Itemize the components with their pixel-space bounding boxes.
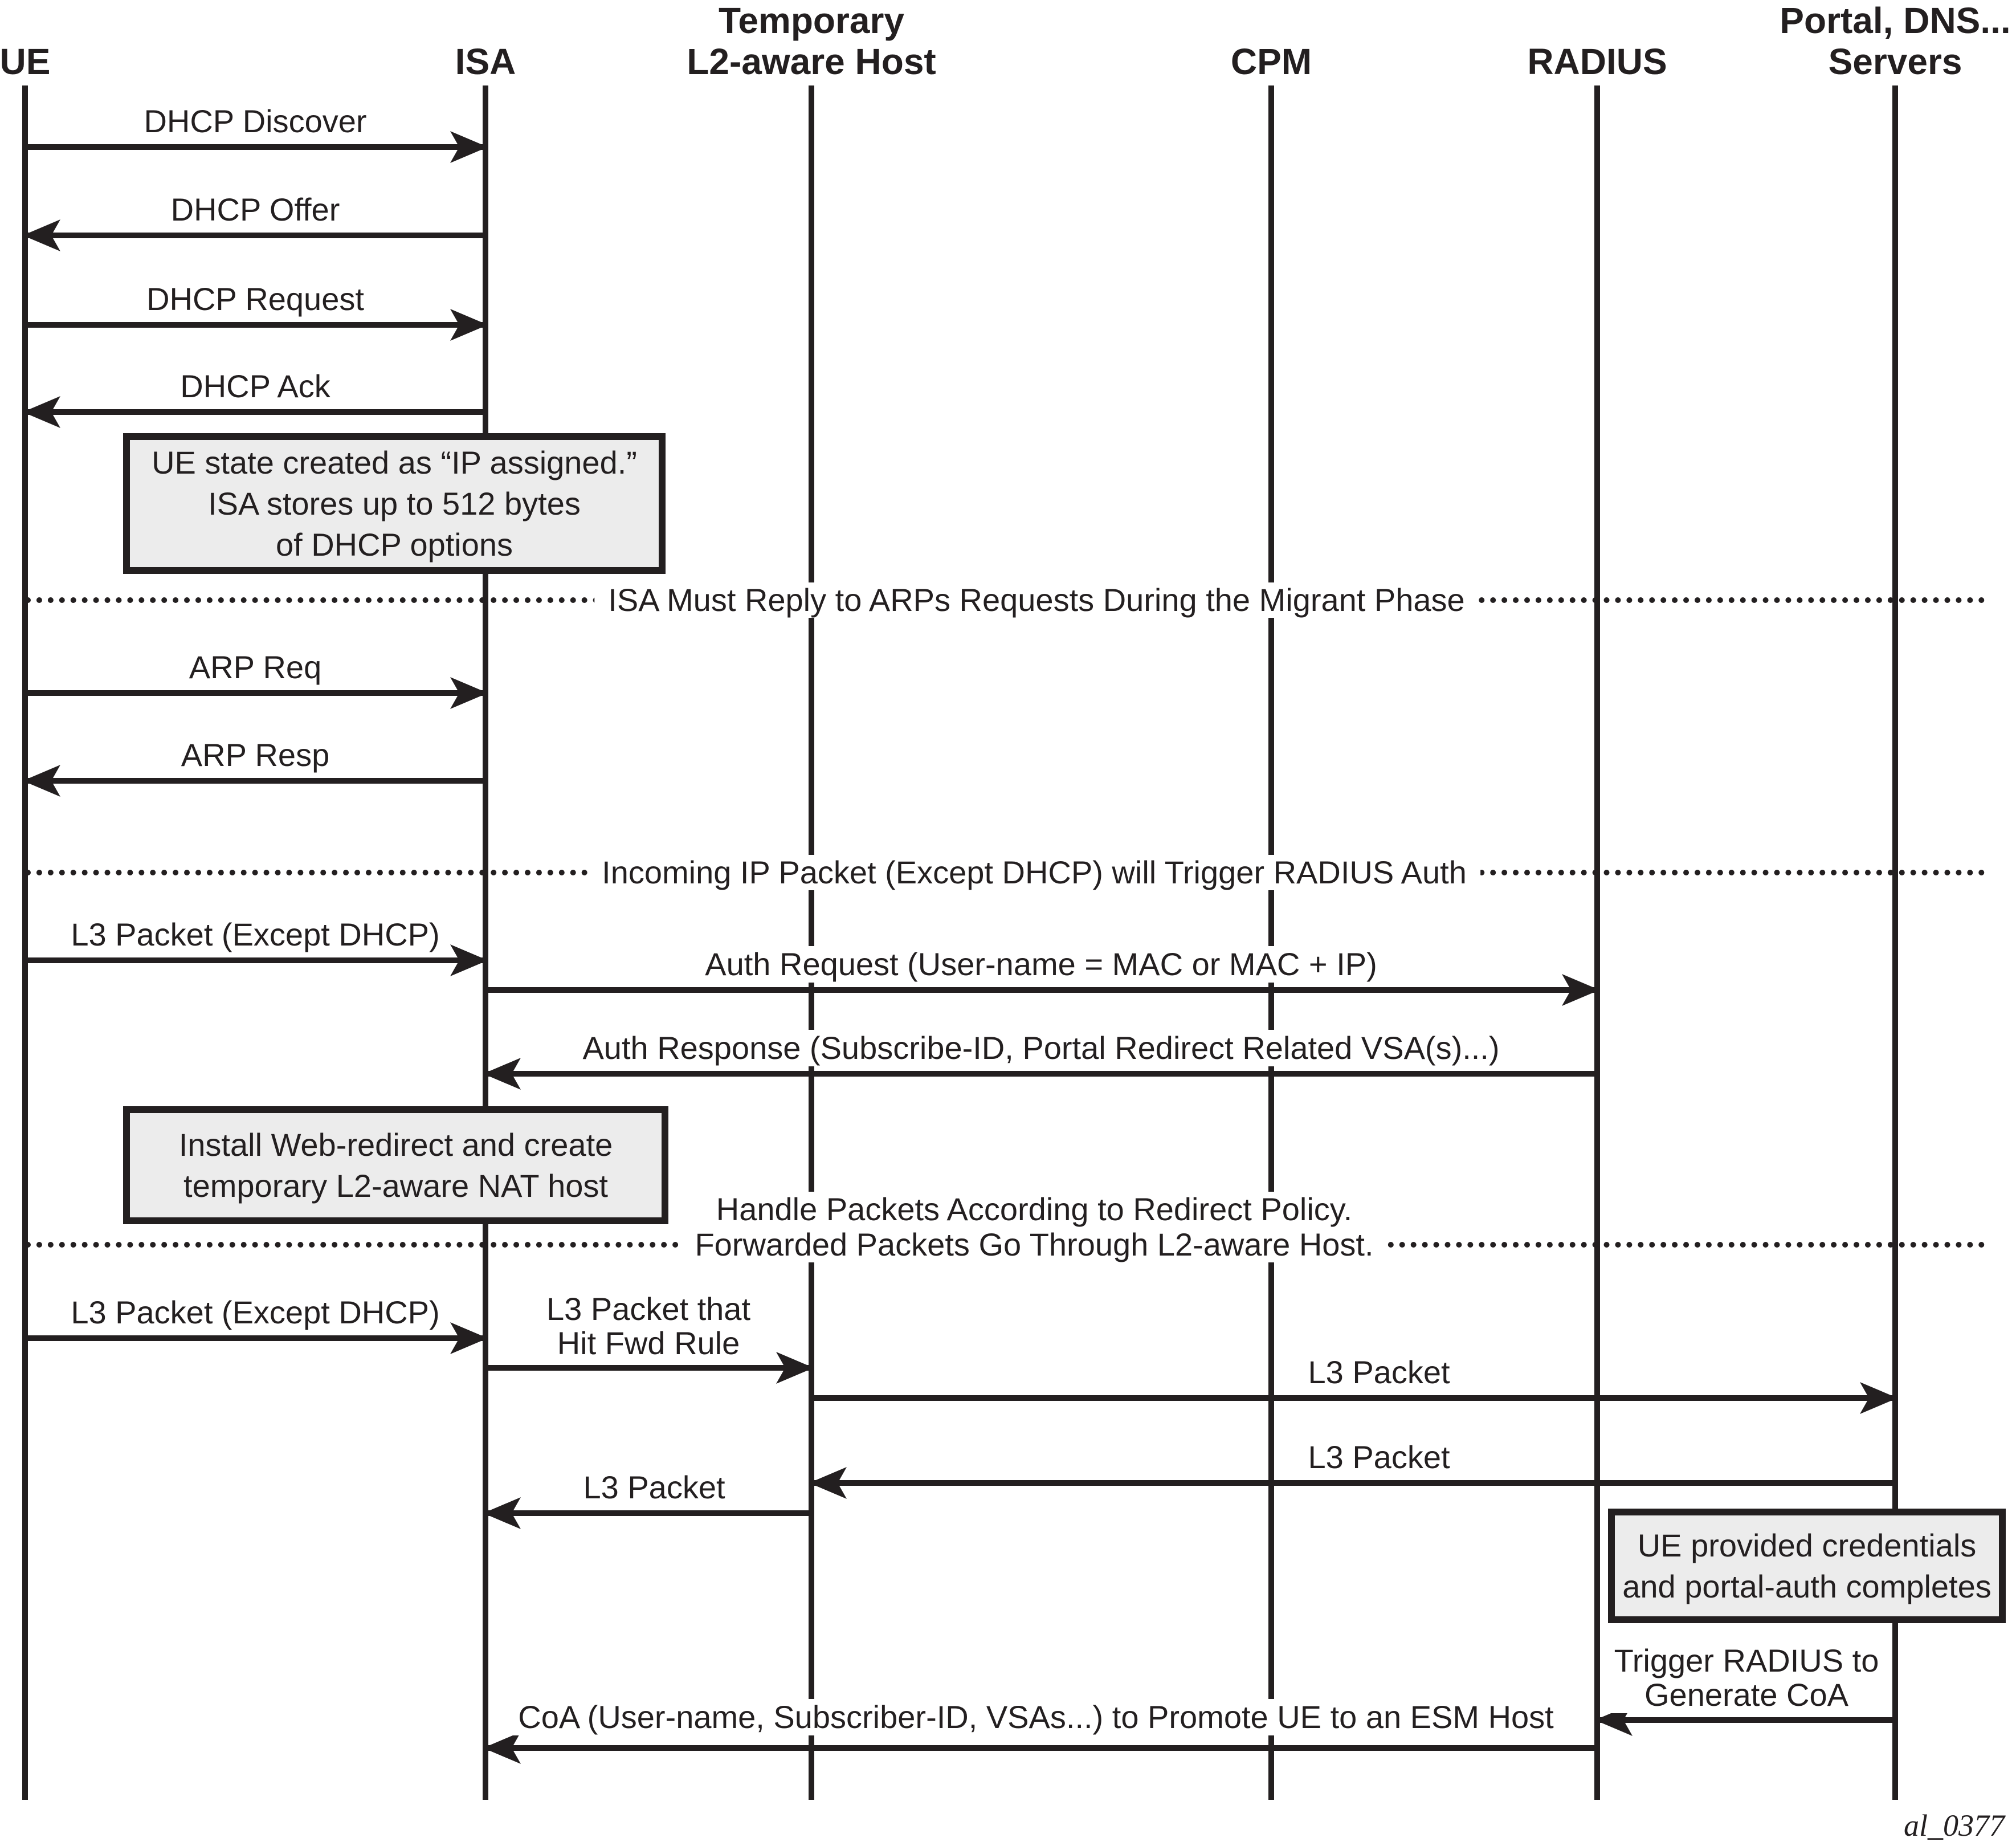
message-label-line: Hit Fwd Rule xyxy=(557,1325,740,1361)
message-label-line: DHCP Request xyxy=(146,281,364,317)
message-line xyxy=(485,1745,1597,1751)
message-line xyxy=(811,1480,1895,1486)
message-label-line: L3 Packet xyxy=(583,1469,725,1505)
message-label-line: L3 Packet (Except DHCP) xyxy=(71,1294,440,1330)
message-line xyxy=(25,778,485,784)
message-line xyxy=(25,409,485,415)
message-line xyxy=(25,1335,485,1341)
message-label xyxy=(537,1291,760,1362)
message-label xyxy=(62,1294,448,1331)
separator-label-line: Handle Packets According to Redirect Policy. xyxy=(716,1191,1353,1227)
figure-id-label: al_0377 xyxy=(1903,1808,2005,1843)
message-label-line: L3 Packet xyxy=(1308,1354,1450,1390)
message-label xyxy=(180,649,330,686)
message-label xyxy=(574,1469,734,1506)
lifeline-l2host xyxy=(809,85,814,1800)
actor-label-line: Temporary xyxy=(718,0,905,41)
message-label xyxy=(171,368,339,405)
message-label xyxy=(696,946,1386,983)
message-line xyxy=(25,322,485,328)
note-box xyxy=(1608,1509,2006,1623)
actor-label-line: ISA xyxy=(455,41,516,82)
actor-header-l2host xyxy=(687,0,936,82)
message-label-line: Trigger RADIUS to xyxy=(1614,1643,1879,1678)
lifeline-isa xyxy=(483,85,488,1800)
note-line: UE provided credentials xyxy=(1637,1527,1977,1563)
message-label-line: L3 Packet xyxy=(1308,1439,1450,1475)
message-label-line: CoA (User-name, Subscriber-ID, VSAs...) to Promote UE to an ESM Host xyxy=(518,1699,1554,1735)
actor-label-line: Portal, DNS... xyxy=(1780,0,2011,41)
message-label-line: DHCP Ack xyxy=(180,368,330,404)
message-line xyxy=(25,233,485,238)
message-label-line: Auth Response (Subscribe-ID, Portal Redirect Related VSA(s)...) xyxy=(582,1030,1500,1066)
message-label xyxy=(62,916,448,953)
actor-label-line: L2-aware Host xyxy=(687,41,936,82)
message-line xyxy=(485,1365,811,1371)
message-line xyxy=(1597,1717,1895,1723)
message-label xyxy=(162,191,349,228)
message-label xyxy=(509,1699,1562,1735)
message-line xyxy=(485,1510,811,1516)
note-line: UE state created as “IP assigned.” xyxy=(152,444,637,480)
separator-label-line: Incoming IP Packet (Except DHCP) will Trigger RADIUS Auth xyxy=(602,854,1467,890)
separator-label xyxy=(681,1192,1387,1262)
actor-label-line: Servers xyxy=(1828,41,1962,82)
note-box xyxy=(123,1106,668,1224)
message-label-line: ARP Resp xyxy=(181,737,330,773)
note-line: and portal-auth completes xyxy=(1622,1568,1991,1604)
message-line xyxy=(485,1071,1597,1077)
separator-label xyxy=(594,582,1478,618)
message-label xyxy=(573,1030,1508,1066)
message-line xyxy=(811,1395,1895,1401)
message-label-line: ARP Req xyxy=(189,649,322,685)
actor-header-isa xyxy=(455,0,516,82)
actor-header-cpm xyxy=(1231,0,1312,82)
message-label xyxy=(1299,1354,1459,1391)
actor-label-line: RADIUS xyxy=(1527,41,1667,82)
lifeline-ue xyxy=(22,85,28,1800)
message-label-line: Generate CoA xyxy=(1644,1677,1848,1713)
actor-label-line: CPM xyxy=(1230,41,1312,82)
actor-header-portal xyxy=(1780,0,2010,82)
message-line xyxy=(25,957,485,963)
note-line: ISA stores up to 512 bytes xyxy=(208,485,581,521)
actor-header-radius xyxy=(1527,0,1667,82)
separator-label-line: Forwarded Packets Go Through L2-aware Host. xyxy=(695,1226,1374,1262)
actor-label-line: UE xyxy=(0,41,51,82)
note-line: temporary L2-aware NAT host xyxy=(183,1167,608,1204)
note-box xyxy=(123,433,666,574)
message-label xyxy=(1605,1643,1888,1713)
message-label xyxy=(137,281,373,317)
message-label-line: DHCP Offer xyxy=(170,191,340,227)
message-line xyxy=(25,690,485,696)
note-line: Install Web-redirect and create xyxy=(178,1126,613,1163)
actor-header-ue xyxy=(0,0,50,82)
message-line xyxy=(25,144,485,150)
message-label-line: Auth Request (User-name = MAC or MAC + IP) xyxy=(705,946,1377,982)
message-line xyxy=(485,987,1597,993)
message-label xyxy=(172,737,338,773)
lifeline-cpm xyxy=(1268,85,1274,1800)
message-label-line: DHCP Discover xyxy=(144,103,367,139)
message-label xyxy=(134,103,376,140)
lifeline-radius xyxy=(1594,85,1600,1800)
separator-label-line: ISA Must Reply to ARPs Requests During the Migrant Phase xyxy=(608,582,1465,618)
message-label-line: L3 Packet that xyxy=(546,1291,751,1327)
note-line: of DHCP options xyxy=(275,526,513,563)
message-label xyxy=(1299,1439,1459,1476)
message-label-line: L3 Packet (Except DHCP) xyxy=(71,916,440,952)
separator-label xyxy=(588,855,1480,890)
